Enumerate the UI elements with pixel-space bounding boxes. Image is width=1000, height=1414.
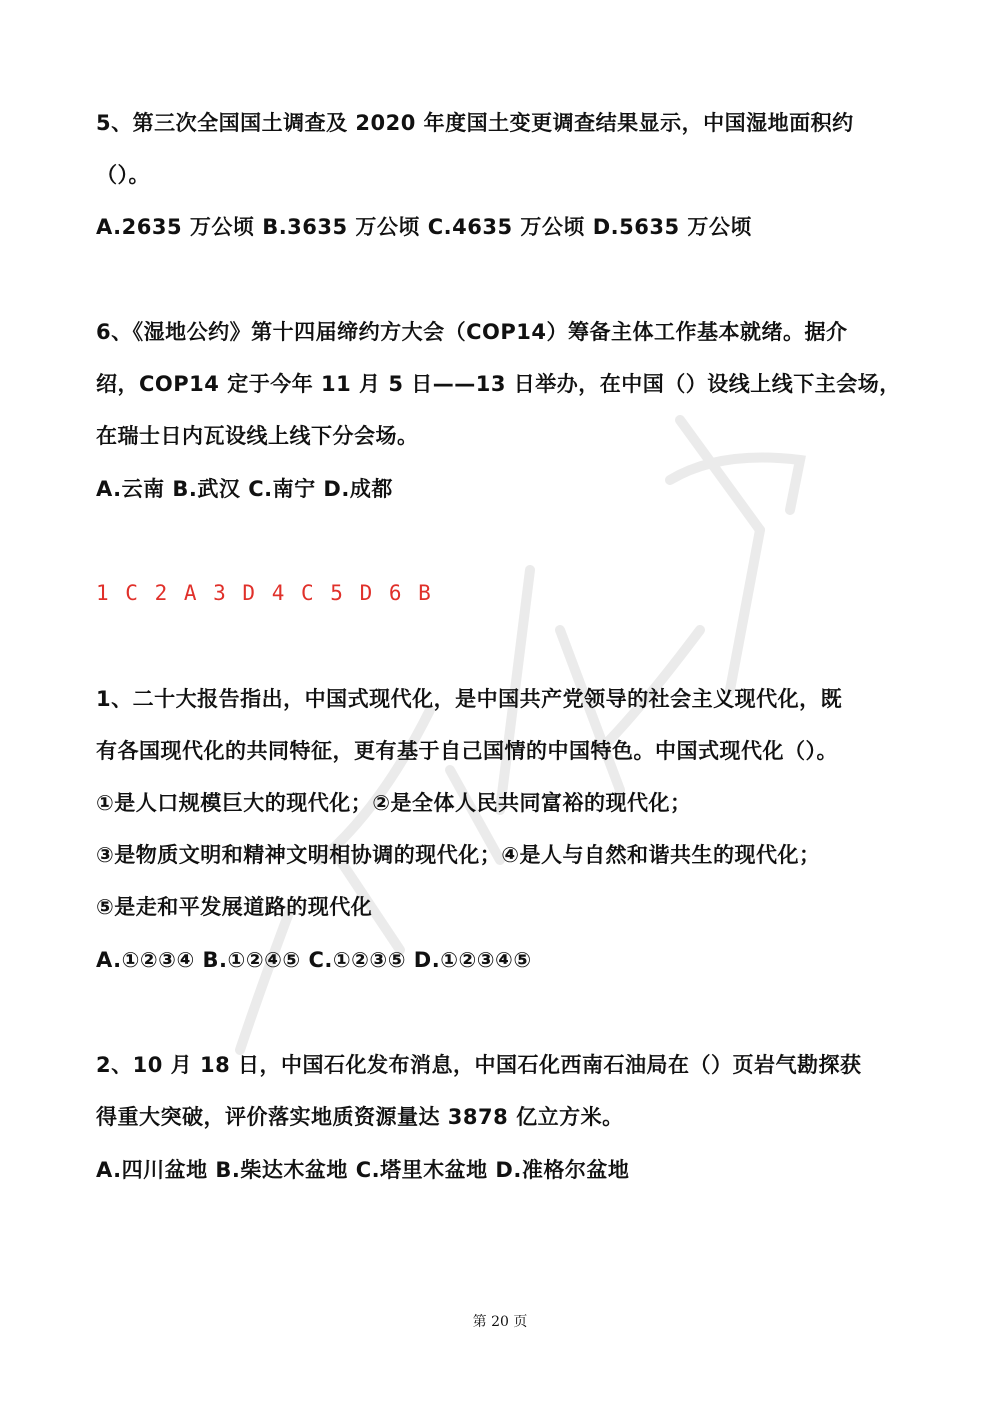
question-1-options: A.①②③④ B.①②④⑤ C.①②③⑤ D.①②③④⑤	[96, 948, 532, 972]
question-6-line-1: 6、《湿地公约》第十四届缔约方大会（COP14）筹备主体工作基本就绪。据介	[96, 320, 848, 344]
page-number: 第 20 页	[472, 1314, 528, 1330]
question-6-line-3: 在瑞士日内瓦设线上线下分会场。	[96, 424, 419, 448]
question-2-line-1: 2、10 月 18 日，中国石化发布消息，中国石化西南石油局在（）页岩气勘探获	[96, 1053, 862, 1077]
question-1-line-2: 有各国现代化的共同特征，更有基于自己国情的中国特色。中国式现代化（）。	[96, 739, 838, 763]
question-1-line-5: ⑤是走和平发展道路的现代化	[96, 895, 373, 919]
question-5-line-1: 5、第三次全国国土调查及 2020 年度国土变更调查结果显示，中国湿地面积约	[96, 111, 854, 135]
question-1-line-3: ①是人口规模巨大的现代化；②是全体人民共同富裕的现代化；	[96, 791, 692, 815]
question-1-line-4: ③是物质文明和精神文明相协调的现代化；④是人与自然和谐共生的现代化；	[96, 843, 821, 867]
question-1-line-1: 1、二十大报告指出，中国式现代化，是中国共产党领导的社会主义现代化，既	[96, 687, 843, 711]
question-5-line-2: （）。	[96, 163, 150, 187]
question-2-options: A.四川盆地 B.柴达木盆地 C.塔里木盆地 D.准格尔盆地	[96, 1158, 630, 1182]
question-5-options: A.2635 万公顷 B.3635 万公顷 C.4635 万公顷 D.5635 万公顷	[96, 215, 752, 239]
question-2-line-2: 得重大突破，评价落实地质资源量达 3878 亿立方米。	[96, 1105, 624, 1129]
question-6-line-2: 绍，COP14 定于今年 11 月 5 日——13 日举办，在中国（）设线上线下主会场，	[96, 372, 901, 396]
answer-key: 1 C 2 A 3 D 4 C 5 D 6 B	[96, 581, 433, 605]
question-6-options: A.云南 B.武汉 C.南宁 D.成都	[96, 477, 393, 501]
